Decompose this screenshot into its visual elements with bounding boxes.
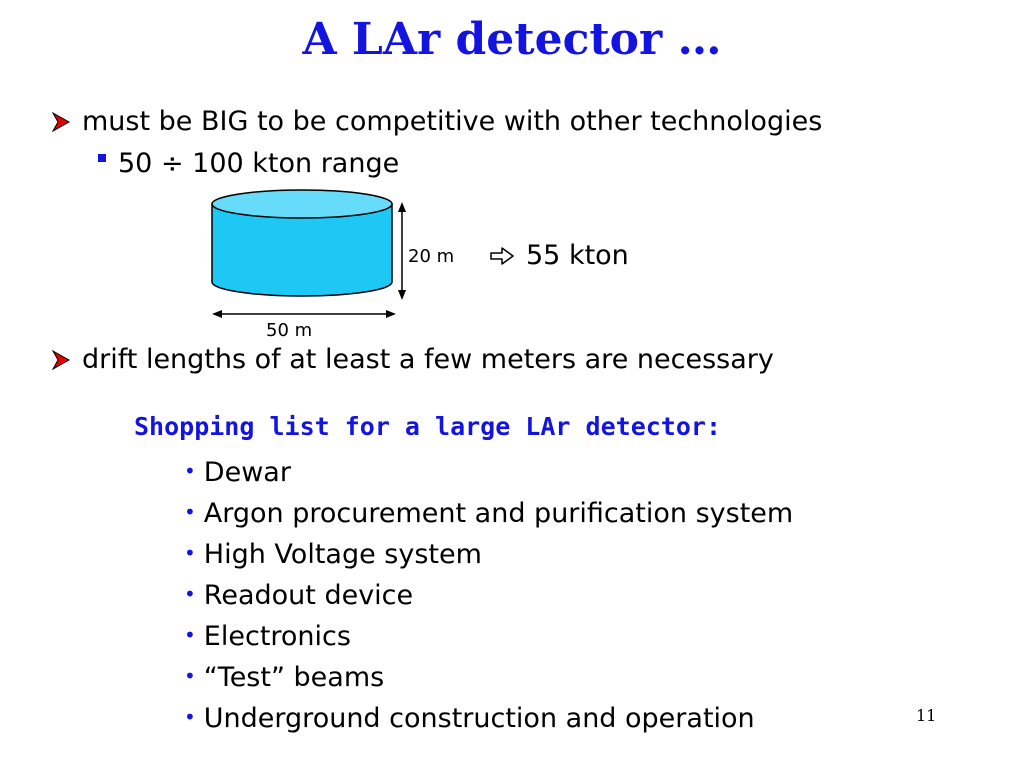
shopping-list-title: Shopping list for a large LAr detector: bbox=[134, 412, 721, 441]
list-item bbox=[184, 616, 793, 657]
list-item bbox=[184, 698, 793, 739]
dot-bullet-icon: • bbox=[184, 540, 196, 565]
width-label: 50 m bbox=[266, 320, 313, 341]
bullet-big bbox=[52, 108, 822, 135]
bullet-drift bbox=[52, 346, 774, 373]
bullet-text: must be BIG to be competitive with other technologies bbox=[82, 106, 823, 137]
width-arrow-left bbox=[212, 310, 222, 318]
list-item bbox=[184, 452, 793, 493]
list-item-text: High Voltage system bbox=[203, 539, 482, 570]
height-label: 20 m bbox=[408, 246, 455, 267]
height-arrow-up bbox=[398, 202, 406, 212]
list-item-text: Argon procurement and purification system bbox=[203, 498, 794, 529]
dot-bullet-icon: • bbox=[184, 663, 196, 688]
list-item-text: Dewar bbox=[203, 457, 291, 488]
dot-bullet-icon: • bbox=[184, 622, 196, 647]
dot-bullet-icon: • bbox=[184, 704, 196, 729]
cylinder-top bbox=[212, 190, 392, 218]
square-bullet-icon bbox=[98, 154, 106, 162]
shopping-list bbox=[184, 452, 793, 739]
height-arrow-down bbox=[398, 290, 406, 300]
outline-arrow-icon bbox=[490, 247, 514, 265]
slide-title: A LAr detector … bbox=[302, 14, 722, 65]
list-item-text: Readout device bbox=[203, 580, 414, 611]
list-item-text: “Test” beams bbox=[203, 662, 385, 693]
width-arrow-right bbox=[386, 310, 396, 318]
result-text: 55 kton bbox=[526, 240, 629, 271]
bullet-text: drift lengths of at least a few meters are necessary bbox=[82, 344, 774, 375]
dot-bullet-icon: • bbox=[184, 581, 196, 606]
list-item bbox=[184, 493, 793, 534]
list-item bbox=[184, 657, 793, 698]
sub-bullet-text: 50 ÷ 100 kton range bbox=[118, 148, 400, 179]
arrow-bullet-icon bbox=[52, 350, 70, 370]
list-item bbox=[184, 534, 793, 575]
volume-result bbox=[490, 242, 629, 269]
page-number: 11 bbox=[916, 706, 937, 725]
list-item bbox=[184, 575, 793, 616]
list-item-text: Electronics bbox=[203, 621, 351, 652]
dot-bullet-icon: • bbox=[184, 499, 196, 524]
dot-bullet-icon: • bbox=[184, 458, 196, 483]
sub-bullet-range bbox=[98, 150, 399, 177]
list-item-text: Underground construction and operation bbox=[203, 703, 755, 734]
arrow-bullet-icon bbox=[52, 112, 70, 132]
cylinder-diagram bbox=[200, 186, 480, 346]
